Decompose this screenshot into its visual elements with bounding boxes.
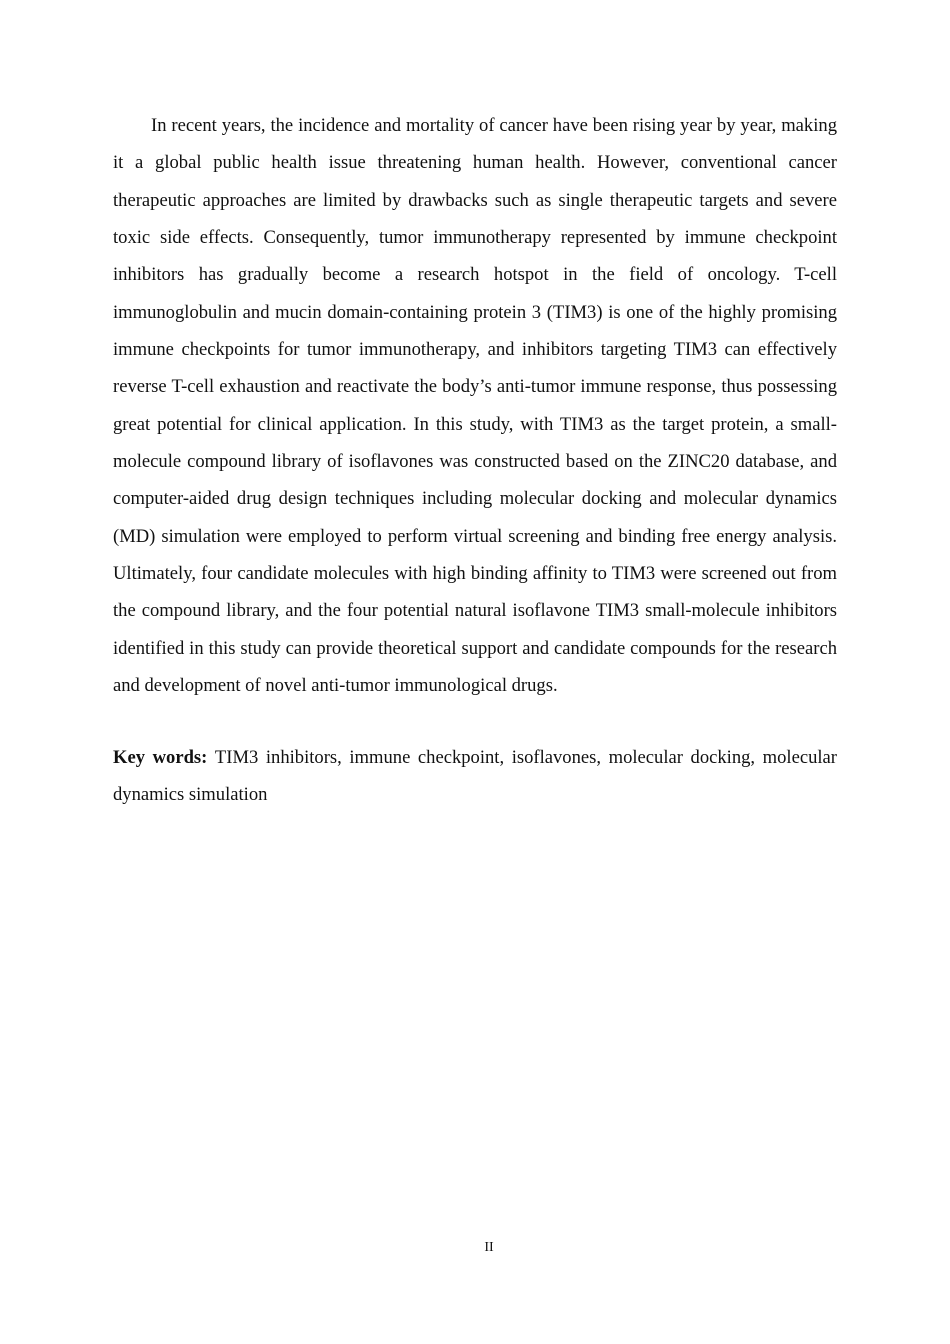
abstract-paragraph: In recent years, the incidence and mortality of cancer have been rising year by year, making it a global public health issue threatening human health. However, conventional cancer therapeutic approaches are limited by drawbacks such as single therapeutic targets and severe toxic side effects. Consequently, tumor immunotherapy represented by immune checkpoint inhibitors has gradually become a research hotspot in the field of oncology. T-cell immunoglobulin and mucin domain-containing protein 3 (TIM3) is one of the highly promising immune checkpoints for tumor immunotherapy, and inhibitors targeting TIM3 can effectively reverse T-cell exhaustion and reactivate the body’s anti-tumor immune response, thus possessing great potential for clinical application. In this study, with TIM3 as the target protein, a small-molecule compound library of isoflavones was constructed based on the ZINC20 database, and computer-aided drug design techniques including molecular docking and molecular dynamics (MD) simulation were employed to perform virtual screening and binding free energy analysis. Ultimately, four candidate molecules with high binding affinity to TIM3 were screened out from the compound library, and the four potential natural isoflavone TIM3 small-molecule inhibitors identified in this study can provide theoretical support and candidate compounds for the research and development of novel anti-tumor immunological drugs. [113,115,837,697]
keywords-text: TIM3 inhibitors, immune checkpoint, isoflavones, molecular docking, molecular dynamics simulation [113,747,837,806]
keywords-label: Key words: [113,747,215,768]
page-number: II [484,1240,494,1255]
keywords-paragraph [113,739,837,814]
